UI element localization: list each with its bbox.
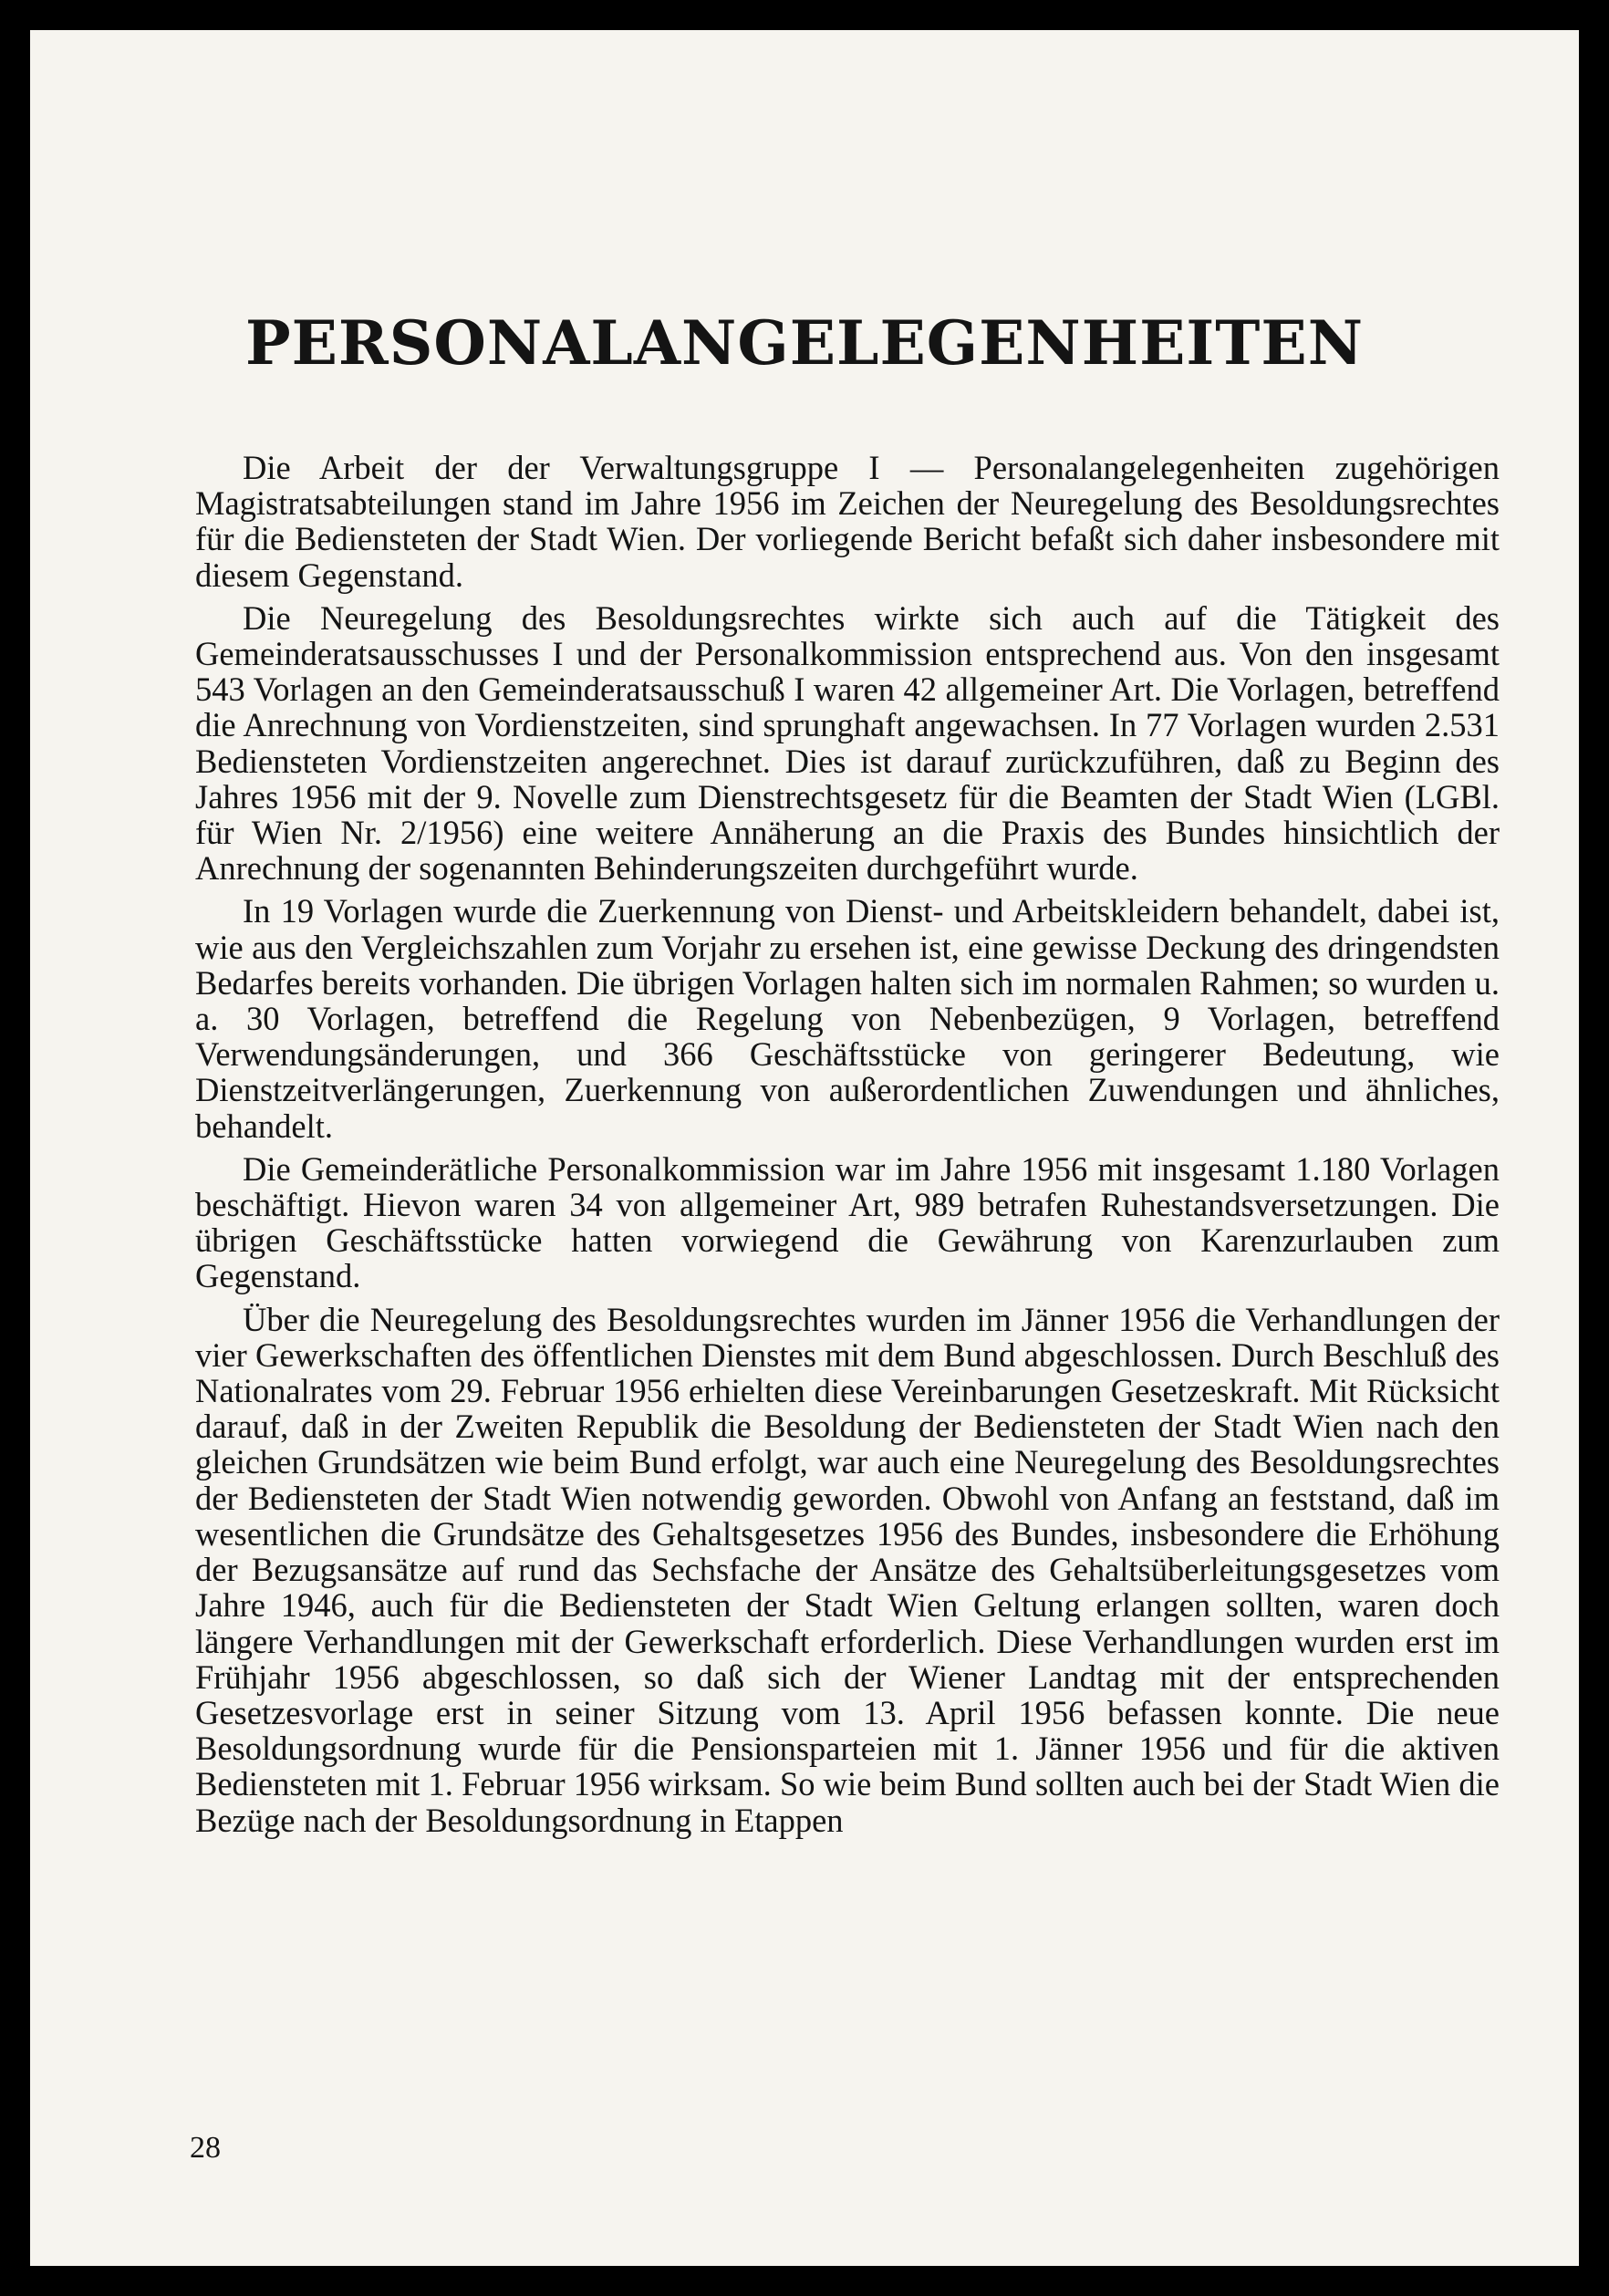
document-page [30,30,1579,2266]
page-title: PERSONALANGELEGENHEITEN [244,307,1365,379]
paragraph: Über die Neuregelung des Besoldungsrechtes wurden im Jänner 1956 die Verhandlungen der vier Gewerkschaften des öffentlichen Dienstes mit dem Bund abgeschlossen. Durch Beschluß des Nationalrates vom 29. Februar 1956 erhielten diese Vereinbarungen Gesetzeskraft. Mit Rücksicht darauf, daß in der Zweiten Republik die Besoldung der Bediensteten der Stadt Wien nach den gleichen Grundsätzen wie beim Bund erfolgt, war auch eine Neuregelung des Besoldungsrechtes der Bediensteten der Stadt Wien notwendig geworden. Obwohl von Anfang an feststand, daß im wesentlichen die Grundsätze des Gehaltsgesetzes 1956 des Bundes, insbesondere die Erhöhung der Bezugsansätze auf rund das Sechsfache der Ansätze des Gehaltsüberleitungsgesetzes vom Jahre 1946, auch für die Bediensteten der Stadt Wien Geltung erlangen sollten, waren doch längere Verhandlungen mit der Gewerkschaft erforderlich. Diese Verhandlungen wurden erst im Frühjahr 1956 abgeschlossen, so daß sich der Wiener Landtag mit der entsprechenden Gesetzesvorlage erst in seiner Sitzung vom 13. April 1956 befassen konnte. Die neue Besoldungsordnung wurde für die Pensionsparteien mit 1. Jänner 1956 und für die aktiven Bediensteten mit 1. Februar 1956 wirksam. So wie beim Bund sollten auch bei der Stadt Wien die Bezüge nach der Besoldungsordnung in Etappen [195,1300,1500,1839]
paragraph: In 19 Vorlagen wurde die Zuerkennung von Dienst- und Arbeitskleidern behandelt, dabei ist, wie aus den Vergleichszahlen zum Vorjahr zu ersehen ist, eine gewisse Deckung des dringendsten Bedarfes bereits vorhanden. Die übrigen Vorlagen halten sich im normalen Rahmen; so wurden u. a. 30 Vorlagen, betreffend die Regelung von Nebenbezügen, 9 Vorlagen, betreffend Verwendungsänderungen, und 366 Geschäftsstücke von geringerer Bedeutung, wie Dienstzeitverlängerungen, Zuerkennung von außerordentlichen Zuwendungen und ähnliches, behandelt. [195,892,1500,1145]
paragraph: Die Arbeit der der Verwaltungsgruppe I — Personalangelegenheiten zugehörigen Magistratsabteilungen stand im Jahre 1956 im Zeichen der Neuregelung des Besoldungsrechtes für die Bediensteten der Stadt Wien. Der vorliegende Bericht befaßt sich daher insbesondere mit diesem Gegenstand. [195,449,1500,594]
page-number: 28 [190,2131,221,2165]
body-text [195,450,1500,1845]
paragraph: Die Neuregelung des Besoldungsrechtes wirkte sich auch auf die Tätigkeit des Gemeinderatsausschusses I und der Personalkommission entsprechend aus. Von den insgesamt 543 Vorlagen an den Gemeinderatsausschuß I waren 42 allgemeiner Art. Die Vorlagen, betreffend die Anrechnung von Vordienstzeiten, sind sprunghaft angewachsen. In 77 Vorlagen wurden 2.531 Bediensteten Vordienstzeiten angerechnet. Dies ist darauf zurückzuführen, daß zu Beginn des Jahres 1956 mit der 9. Novelle zum Dienstrechtsgesetz für die Beamten der Stadt Wien (LGBl. für Wien Nr. 2/1956) eine weitere Annäherung an die Praxis des Bundes hinsichtlich der Anrechnung der sogenannten Behinderungszeiten durchgeführt wurde. [195,598,1500,888]
paragraph: Die Gemeinderätliche Personalkommission war im Jahre 1956 mit insgesamt 1.180 Vorlagen beschäftigt. Hievon waren 34 von allgemeiner Art, 989 betrafen Ruhestandsversetzungen. Die übrigen Geschäftsstücke hatten vorwiegend die Gewährung von Karenzurlauben zum Gegenstand. [195,1149,1500,1295]
